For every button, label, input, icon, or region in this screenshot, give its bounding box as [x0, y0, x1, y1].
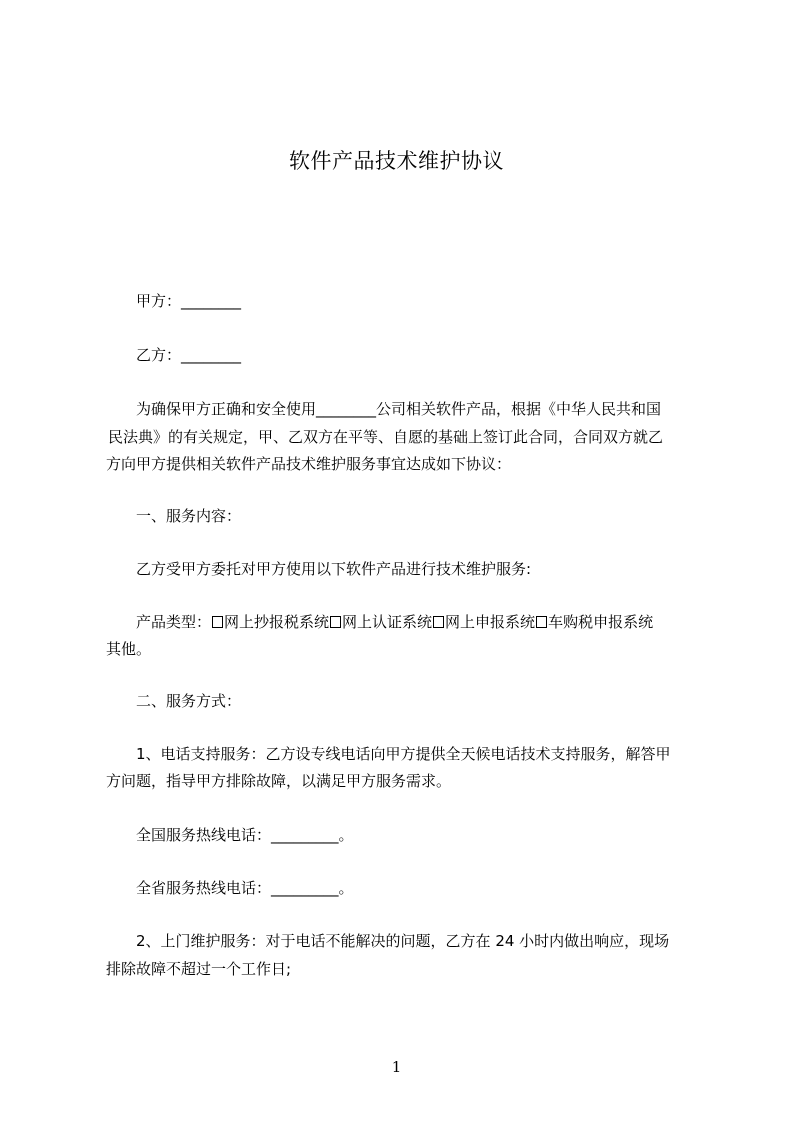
party-a-label: 甲方： [136, 292, 182, 310]
option-label: 车购税申报系统 [548, 613, 654, 631]
option-label: 网上认证系统 [342, 613, 433, 631]
option-online-certification[interactable] [329, 613, 432, 631]
intro-line-1: 为确保甲方正确和安全使用________公司相关软件产品，根据《中华人民共和国 [136, 400, 662, 418]
party-b-label: 乙方： [136, 346, 182, 364]
product-type-label: 产品类型： [136, 613, 212, 631]
option-label: 网上抄报税系统 [224, 613, 330, 631]
document-title: 软件产品技术维护协议 [289, 149, 504, 173]
section-1-description: 乙方受甲方委托对甲方使用以下软件产品进行技术维护服务: [136, 560, 532, 578]
party-a-blank: ________ [181, 292, 242, 310]
onsite-service-line-2: 排除故障不超过一个工作日; [106, 960, 292, 978]
intro-line-3: 方向甲方提供相关软件产品技术维护服务事宜达成如下协议： [106, 455, 512, 473]
provincial-hotline: 全省服务热线电话：_________。 [136, 879, 354, 897]
checkbox-icon[interactable] [330, 616, 341, 628]
intro-line-2: 民法典》的有关规定，甲、乙双方在平等、自愿的基础上签订此合同，合同双方就乙 [108, 428, 664, 446]
party-b-line [136, 346, 736, 364]
section-1-heading: 一、服务内容： [136, 507, 242, 525]
option-label: 网上申报系统 [445, 613, 536, 631]
phone-support-line-2: 方问题，指导甲方排除故障，以满足甲方服务需求。 [106, 772, 452, 790]
checkbox-icon[interactable] [212, 616, 223, 628]
party-b-blank: ________ [181, 346, 242, 364]
product-type-other: 其他。 [106, 640, 152, 658]
product-type-line [136, 613, 736, 631]
page-number: 1 [391, 1058, 402, 1076]
option-online-tax-copy[interactable] [211, 613, 329, 631]
national-hotline: 全国服务热线电话：_________。 [136, 826, 354, 844]
section-2-heading: 二、服务方式： [136, 692, 242, 710]
phone-support-line-1: 1、电话支持服务：乙方设专线电话向甲方提供全天候电话技术支持服务，解答甲 [136, 745, 671, 763]
onsite-service-line-1: 2、上门维护服务：对于电话不能解决的问题，乙方在 24 小时内做出响应，现场 [136, 932, 670, 950]
checkbox-icon[interactable] [433, 616, 444, 628]
checkbox-icon[interactable] [536, 616, 547, 628]
party-a-line [136, 292, 736, 310]
option-vehicle-tax-declaration[interactable] [535, 613, 653, 631]
option-online-declaration[interactable] [432, 613, 535, 631]
